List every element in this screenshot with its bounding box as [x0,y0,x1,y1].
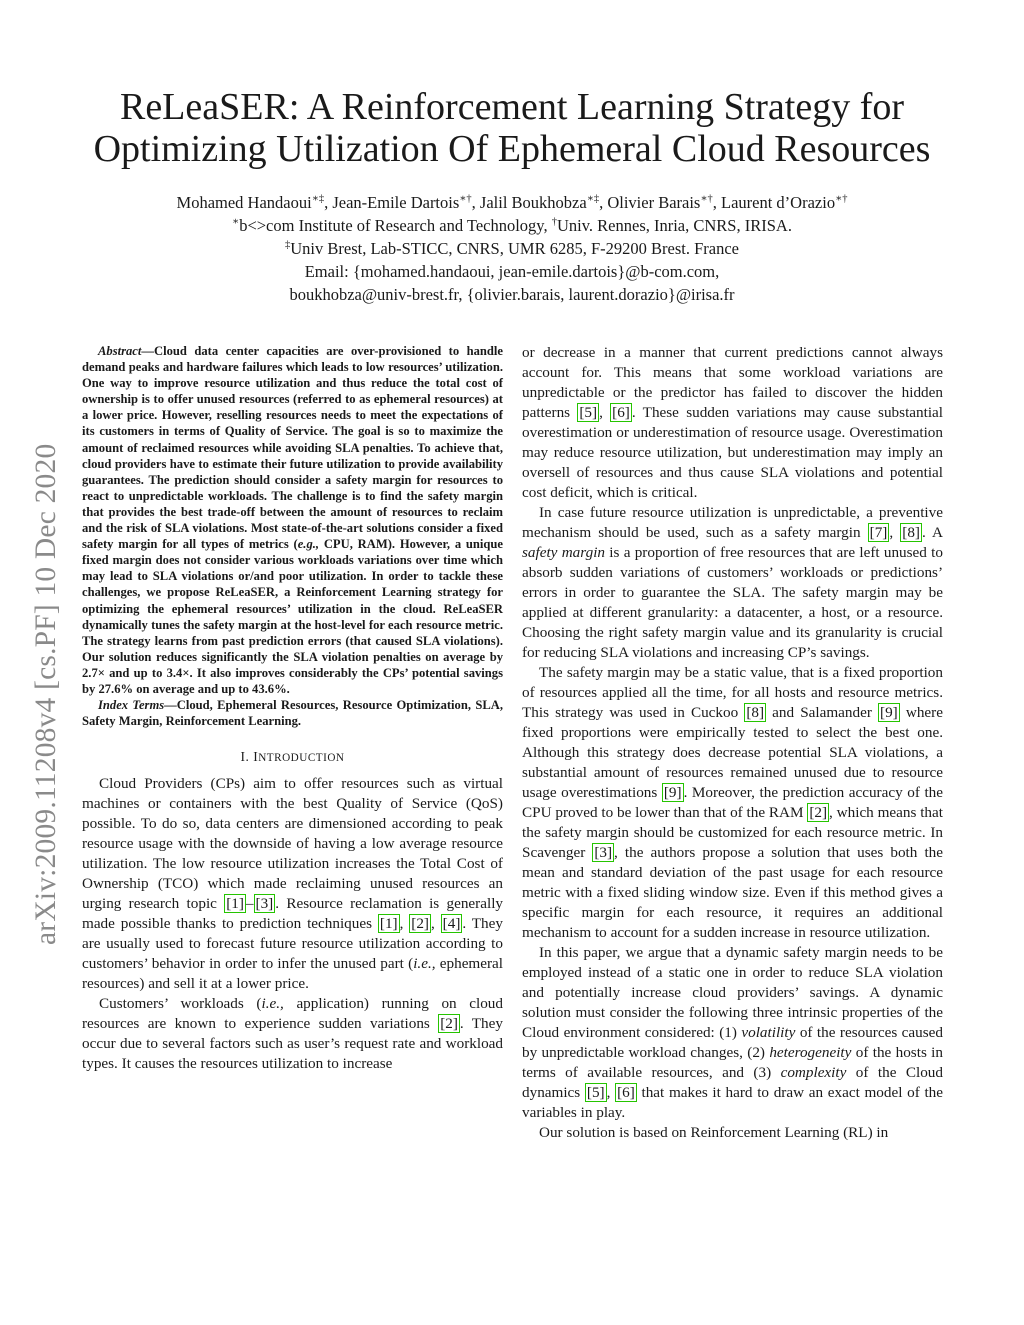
body-paragraph: Customers’ workloads (i.e., application) running on cloud resources are known to experience sudden variations [2] . They occur due to several factors such as user’s request rate and workload types. It causes the resources utilization to increase [82,995,503,1073]
arxiv-identifier: arXiv:2009.11208v4 [cs.PF] 10 Dec 2020 [30,443,62,945]
citation-link[interactable]: [5] [586,1084,605,1101]
title-line-1: ReLeaSER: A Reinforcement Learning Strategy for [119,86,905,128]
author-block [60,191,964,306]
body-paragraph: In this paper, we argue that a dynamic safety margin needs to be employed instead of a static one in order to reduce SLA violation and potentially increase cloud providers’ savings. A dynamic solution must consider the following three intrinsic properties of the Cloud environment considered: (1) volatility of the resources caused by unpredictable workload changes, (2) heterogeneity of the hosts in terms of available resources, and (3) complexity of the Cloud dynamics [5] , [6] that makes it hard to draw an exact model of the variables in play. [522,944,944,1121]
author-affiliation-mark: ∗‡ [586,193,600,205]
paper-title [60,86,964,170]
citation-link[interactable]: [1] [226,895,244,913]
title-line-2: Optimizing Utilization Of Ephemeral Cloud Resources [93,128,931,170]
author-affiliation-mark: ∗† [459,193,472,205]
author-name: Jalil Boukhobza [479,193,587,212]
citation-link[interactable]: [2] [411,915,429,933]
email-line-2: boukhobza@univ-brest.fr, {olivier.barais, laurent.dorazio}@irisa.fr [289,285,735,304]
citation-link[interactable]: [1] [379,915,398,933]
abstract: Abstract—Cloud data center capacities are over-provisioned to handle demand peaks and hardware failures which leads to low resources’ utilization. One way to improve resource utilization and thus reduce the total cost of ownership is to offer unused resources (referred to as ephemeral resources) at a lower price. However, reselling resources needs to meet the expectations of its customers in terms of Quality of Service. The goal is so to maximize the amount of reclaimed resources while avoiding SLA penalties. To achieve that, cloud providers have to estimate their future utilization to provide availability guarantees. The prediction should consider a safety margin for resources to react to unpredictable workloads. The challenge is to find the safety margin that provides the best trade-off between the amount of resources to reclaim and the risk of SLA violations. Most state-of-the-art solutions consider a fixed safety margin for all types of metrics (e.g., CPU, RAM). However, a unique fixed margin does not consider various workloads variations over time which may lead to SLA violations or/and poor utilization. In order to tackle these challenges, we propose ReLeaSER, a Reinforcement Learning strategy for optimizing the ephemeral resources’ utilization in the cloud. ReLeaSER dynamically tunes the safety margin at the host-level for each resource metric. The strategy learns from past prediction errors (that caused SLA violations). Our solution reduces significantly the SLA violation penalties on average by 2.7× and up to 3.4×. It also improves considerably the CPs’ potential savings by 27.6% on average and up to 43.6%. [82,344,504,696]
index-terms: Index Terms—Cloud, Ephemeral Resources, Resource Optimization, SLA, Safety Margin, Reinforcement Learning. [82,698,503,729]
citation-link[interactable]: [2] [809,804,828,821]
author-name: Jean-Emile Dartois [332,193,460,212]
citation-link[interactable]: [9] [663,784,682,801]
citation-link[interactable]: [4] [442,915,461,933]
index-terms-label: Index Terms [98,698,165,713]
citation-link[interactable]: [5] [579,404,598,421]
citation-link[interactable]: [3] [594,844,613,861]
citation-link[interactable]: [2] [440,1015,458,1033]
affiliation-1: ∗b<>com Institute of Research and Technology, †Univ. Rennes, Inria, CNRS, IRISA. [232,216,792,235]
citation-link[interactable]: [8] [746,704,765,721]
section-heading-introduction: I. INTRODUCTION [240,749,345,765]
right-column [522,343,943,1143]
citation-link[interactable]: [9] [880,704,898,721]
email-line-1: Email: {mohamed.handaoui, jean-emile.dartois}@b-com.com, [304,262,720,281]
citation-link[interactable]: [6] [612,404,630,421]
citation-link[interactable]: [3] [255,895,274,913]
author-affiliation-mark: ∗‡ [311,193,325,205]
body-paragraph: Our solution is based on Reinforcement Learning (RL) in [539,1124,889,1141]
affiliation-2: ‡Univ Brest, Lab-STICC, CNRS, UMR 6285, F-29200 Brest. France [285,239,739,258]
author-name: Laurent d’Orazio [721,193,836,212]
citation-link[interactable]: [7] [869,524,888,541]
author-names: Mohamed Handaoui∗‡, Jean-Emile Dartois∗†, Jalil Boukhobza∗‡, Olivier Barais∗†, Laurent d’Orazio∗† [176,193,848,212]
citation-link[interactable]: [6] [617,1084,635,1101]
author-affiliation-mark: ∗† [700,193,713,205]
body-paragraph: In case future resource utilization is unpredictable, a preventive mechanism should be used, such as a safety margin [7] , [8] . A safety margin is a proportion of free resources that are left unused to absorb sudden variations of customers’ workloads or predictions’ errors in order to guarantee the SLA. The safety margin may be applied at different granularity: a datacenter, a host, or a resource. Choosing the right safety margin value and its granularity is crucial for reducing SLA violations and increasing CP’s savings. [522,504,943,661]
author-affiliation-mark: ∗† [835,193,848,205]
body-paragraph: Cloud Providers (CPs) aim to offer resources such as virtual machines or containers with the best Quality of Service (QoS) possible. To do so, data centers are dimensioned according to peak resource usage with the downside of having a low average resource utilization. The low resource utilization increases the Total Cost of Ownership (TCO) which made reclaiming unused resources an urging research topic [1] – [3] . Resource reclamation is generally made possible thanks to prediction techniques [1] , [2] , [4] . They are usually used to forecast future resource utilization according to customers’ behavior in order to infer the unused part (i.e., ephemeral resources) and sell it at a lower price. [82,775,504,993]
citation-link[interactable]: [8] [902,524,920,541]
author-name: Mohamed Handaoui [176,193,312,212]
left-column [82,343,503,1074]
body-paragraph: The safety margin may be a static value, that is a fixed proportion of resources applied all the time, for all hosts and resource metrics. This strategy was used in Cuckoo [8] and Salamander [9] where fixed proportions were empirically tested to select the best one. Although this strategy does decrease potential SLA violations, a substantial amount of resources remained unused due to resource usage overestimations [9] . Moreover, the prediction accuracy of the CPU proved to be lower than that of the RAM [2] , which means that the safety margin should be customized for each resource metric. In Scavenger [3] , the authors propose a solution that uses both the mean and standard deviation of the past usage for each resource metric with a fixed sliding window size. Even if this method gives a specific margin for each resource, it requires an additional mechanism to account for a sudden increase in resource utilization. [522,664,943,941]
author-name: Olivier Barais [607,193,701,212]
body-paragraph: or decrease in a manner that current predictions cannot always account for. This means that some workload variations are unpredictable or the predictor has failed to discover the hidden patterns [5] , [6] . These sudden variations may cause substantial overestimation or underestimation of resource usage. Overestimation may reduce resource utilization, but underestimation may imply an oversell of resources and thus cause SLA violations and potential cost deficit, which is critical. [522,344,944,501]
abstract-label: Abstract [98,344,142,358]
